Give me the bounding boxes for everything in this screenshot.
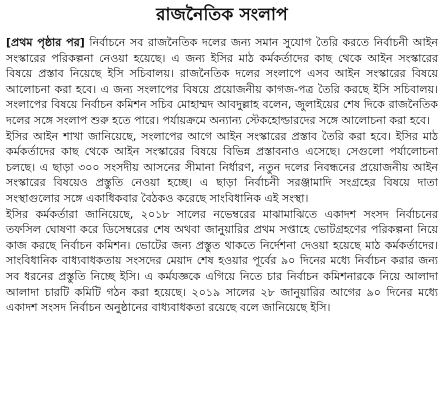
- paragraph-text: নির্বাচনে সব রাজনৈতিক দলের জন্য সমান সুযোগ তৈরি করতে নির্বাচনী আইন সংস্কারের পরিকল্পনা নেওয়া হয়েছে। এ জন্য ইসির মাঠ কর্মকর্তাদের কাছ থেকে আইন সংস্কারের বিষয়ে প্রস্তাব নিয়েছে ইসি সচিবালয়। রাজনৈতিক দলের সংলাপে এসব আইন সংস্কারের বিষয়ে আলোচনা করা হবে। এ জন্য সংলাপের বিষয়ে প্রয়োজনীয় কাগজ-পত্র তৈরি করছে ইসি সচিবালয়। সংলাপের বিষয়ে নির্বাচন কমিশন সচিব মোহাম্মদ আবদুল্লাহ বলেন, জুলাইয়ের শেষ দিকে রাজনৈতিক দলের সঙ্গে সংলাপ শুরু হতে পারে। পর্যায়ক্রমে অন্যান্য স্টেকহোল্ডারদের সঙ্গে আলোচনা করা হবে।: [6, 36, 438, 127]
- paragraph: ইসির কর্মকর্তারা জানিয়েছে, ২০১৮ সালের নভেম্বরের মাঝামাঝিতে একাদশ সংসদ নির্বাচনের তফসিল ঘোষণা করে ডিসেম্বরের শেষ অথবা জানুয়ারির প্রথম সপ্তাহে ভোটগ্রহণের পরিকল্পনা নিয়ে কাজ করছে নির্বাচন কমিশন। ভোটের জন্য প্রস্তুত থাকতে নির্দেশনা দেওয়া হয়েছে মাঠ কর্মকর্তাদের। সাংবিধানিক বাধ্যবাধকতায় সংসদের মেয়াদ শেষ হওয়ার পূর্বের ৯০ দিনের মধ্যে নির্বাচন করার জন্য সব ধরনের প্রস্তুতি নিচ্ছে ইসি। এ কর্মযজ্ঞকে এগিয়ে নিতে চার নির্বাচন কমিশনারকে নিয়ে আলাদা আলাদা চারটি কমিটি গঠন করা হয়েছে। ২০১৯ সালের ২৮ জানুয়ারির আগের ৯০ দিনের মধ্যে একাদশ সংসদ নির্বাচন অনুষ্ঠানের বাধ্যবাধকতা রয়েছে বলে জানিয়েছে ইসি।: [6, 207, 438, 315]
- article-body: [6, 35, 438, 316]
- dateline: [প্রথম পৃষ্ঠার পর]: [6, 36, 85, 49]
- paragraph: [6, 35, 438, 129]
- headline: রাজনৈতিক সংলাপ: [156, 5, 288, 25]
- paragraph: ইসির আইন শাখা জানিয়েছে, সংলাপের আগে আইন সংস্কারের প্রস্তাব তৈরি করা হবে। ইসির মাঠ কর্মকর্তাদের কাছ থেকে আইন সংস্কারের বিষয়ে বিভিন্ন প্রস্তাবনাও এসেছে। সেগুলো পর্যালোচনা চলছে। এ ছাড়া ৩০০ সংসদীয় আসনের সীমানা নির্ধারণ, নতুন দলের নিবন্ধনের প্রয়োজনীয় আইন সংস্কারের বিষয়েও প্রস্তুতি নেওয়া হচ্ছে। এ ছাড়া নির্বাচনী সরঞ্জামাদি সংগ্রহের বিষয়ে দাতা সংস্থাগুলোর সঙ্গে একাধিকবার বৈঠকও করেছে সাংবিধানিক এই সংস্থা।: [6, 129, 438, 205]
